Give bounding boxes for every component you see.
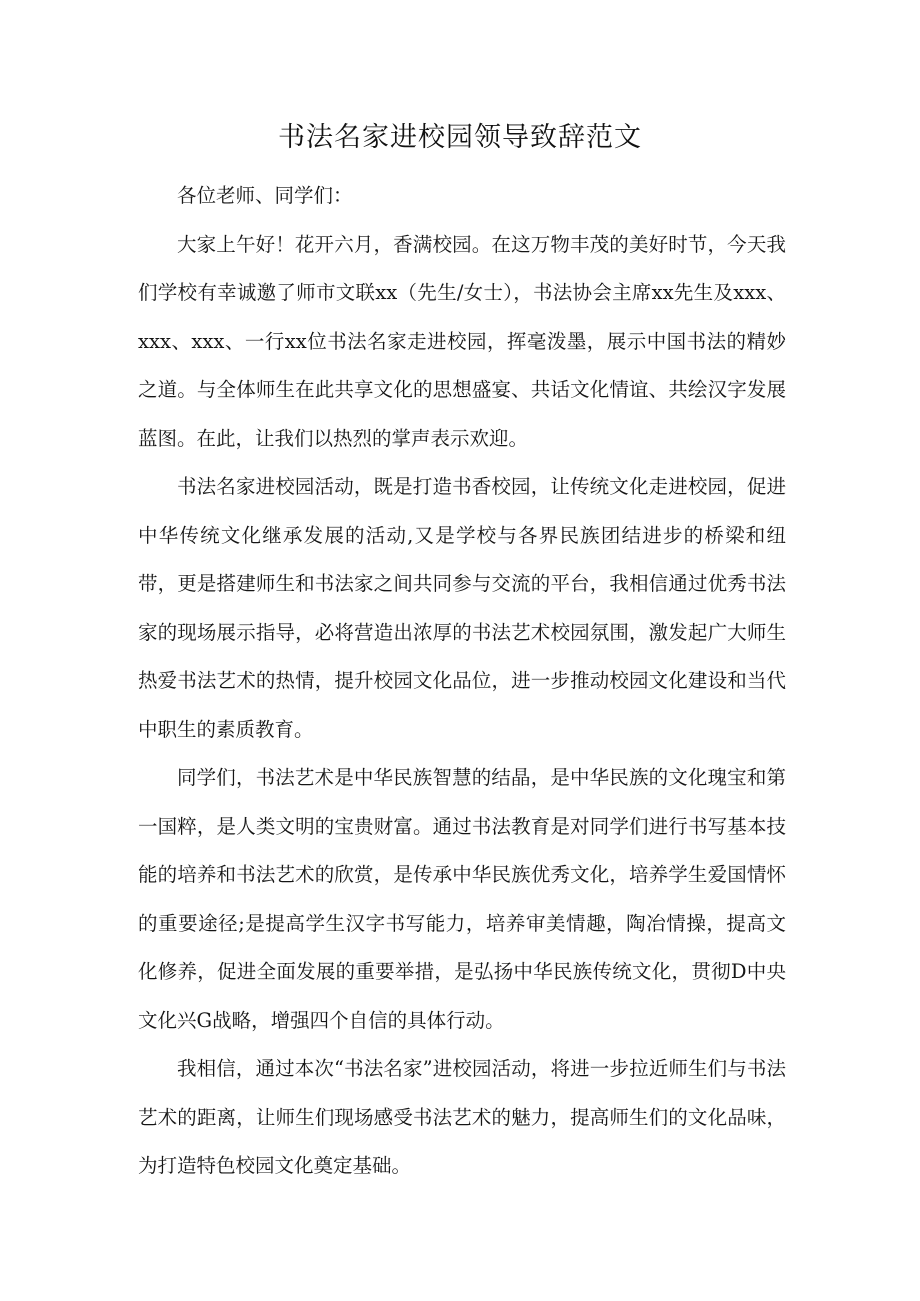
document-body bbox=[138, 172, 786, 1191]
paragraph-3: 同学们，书法艺术是中华民族智慧的结晶，是中华民族的文化瑰宝和第一国粹，是人类文明的宝贵财富。通过书法教育是对同学们进行书写基本技能的培养和书法艺术的欣赏，是传承中华民族优秀文化，培养学生爱国情怀的重要途径;是提高学生汉字书写能力，培养审美情趣，陶冶情操，提高文化修养，促进全面发展的重要举措，是弘扬中华民族传统文化，贯彻D中央文化兴G战略，增强四个自信的具体行动。 bbox=[138, 766, 786, 1032]
document-title: 书法名家进校园领导致辞范文 bbox=[278, 122, 642, 153]
paragraph-4: 我相信，通过本次“书法名家”进校园活动，将进一步拉近师生们与书法艺术的距离，让师生们现场感受书法艺术的魅力，提高师生们的文化品味，为打造特色校园文化奠定基础。 bbox=[138, 1057, 786, 1177]
paragraph-2: 书法名家进校园活动，既是打造书香校园，让传统文化走进校园，促进中华传统文化继承发展的活动,又是学校与各界民族团结进步的桥梁和纽带，更是搭建师生和书法家之间共同参与交流的平台，我相信通过优秀书法家的现场展示指导，必将营造出浓厚的书法艺术校园氛围，激发起广大师生热爱书法艺术的热情，提升校园文化品位，进一步推动校园文化建设和当代中职生的素质教育。 bbox=[138, 475, 786, 741]
greeting-line: 各位老师、同学们： bbox=[177, 184, 353, 207]
paragraph-1: 大家上午好！花开六月，香满校园。在这万物丰茂的美好时节，今天我们学校有幸诚邀了师市文联xx（先生/女士），书法协会主席xx先生及xxx、xxx、xxx、一行xx位书法名家走进校园，挥毫泼墨，展示中国书法的精妙之道。与全体师生在此共享文化的思想盛宴、共话文化情谊、共绘汉字发展蓝图。在此，让我们以热烈的掌声表示欢迎。 bbox=[138, 232, 786, 450]
